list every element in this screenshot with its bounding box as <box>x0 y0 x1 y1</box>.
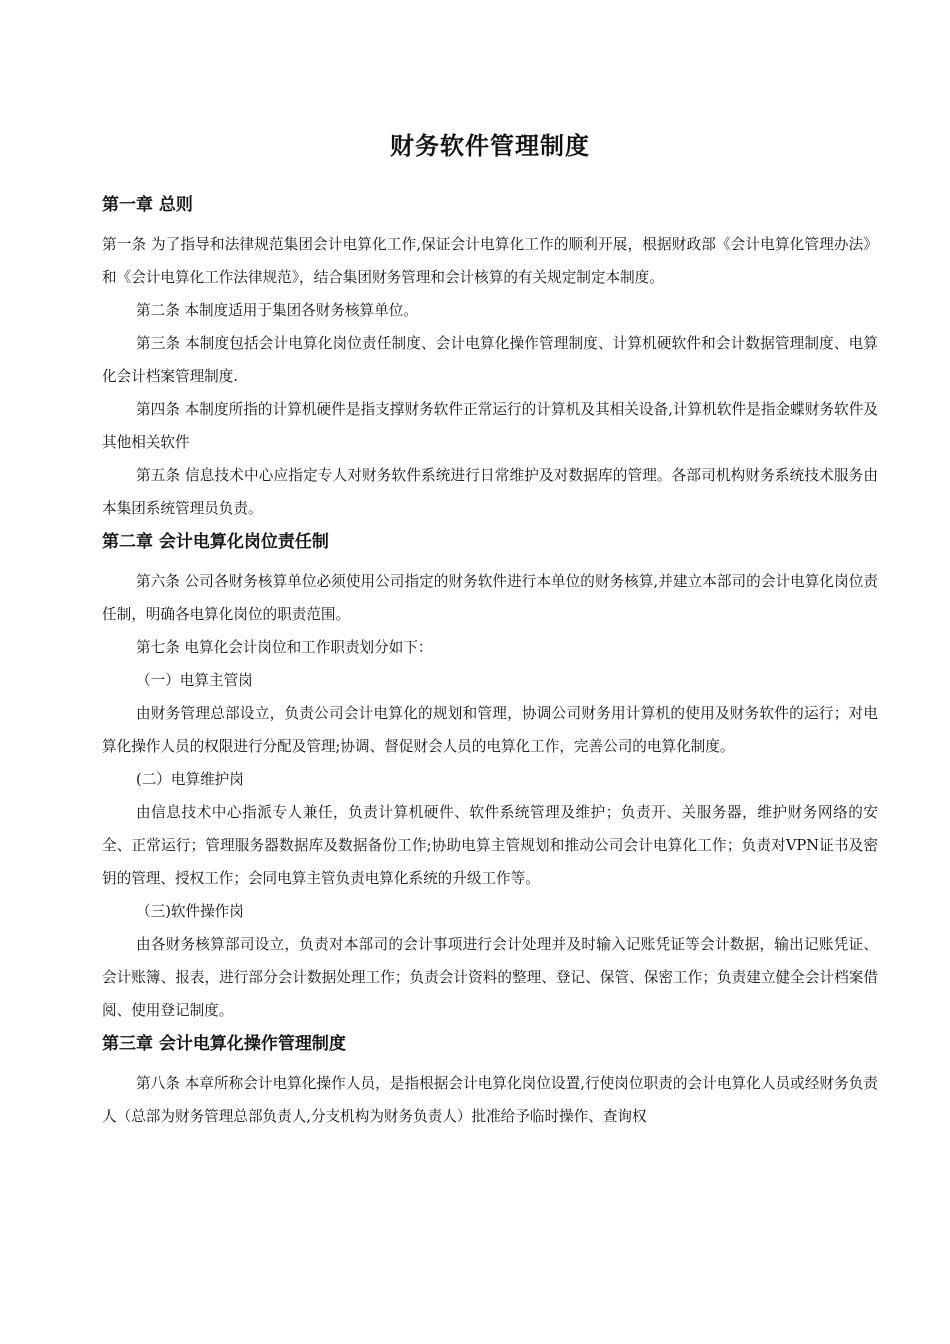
article-1: 第一条 为了指导和法律规范集团会计电算化工作,保证会计电算化工作的顺利开展，根据财政部《会计电算化管理办法》和《会计电算化工作法律规范》，结合集团财务管理和会计核算的有关规定制定本制度。 <box>102 236 878 286</box>
article-4: 第四条 本制度所指的计算机硬件是指支撑财务软件正常运行的计算机及其相关设备,计算机软件是指金蝶财务软件及其他相关软件 <box>102 401 878 451</box>
section-3-body: 由各财务核算部司设立，负责对本部司的会计事项进行会计处理并及时输入记账凭证等会计数据，输出记账凭证、会计账簿、报表，进行部分会计数据处理工作；负责会计资料的整理、登记、保管、保密工作；负责建立健全会计档案借阅、使用登记制度。 <box>102 936 878 1019</box>
chapter-3-heading: 第三章 会计电算化操作管理制度 <box>102 1034 346 1054</box>
section-3-title: （三)软件操作岗 <box>136 903 244 920</box>
section-2-title: (二）电算维护岗 <box>136 771 244 788</box>
article-5: 第五条 信息技术中心应指定专人对财务软件系统进行日常维护及对数据库的管理。各部司机构财务系统技术服务由本集团系统管理员负责。 <box>102 467 878 517</box>
chapter-2-heading: 第二章 会计电算化岗位责任制 <box>102 532 329 552</box>
article-6: 第六条 公司各财务核算单位必须使用公司指定的财务软件进行本单位的财务核算,并建立本部司的会计电算化岗位责任制，明确各电算化岗位的职责范围。 <box>102 573 878 623</box>
section-1-title: （一）电算主管岗 <box>136 672 253 689</box>
article-3: 第三条 本制度包括会计电算化岗位责任制度、会计电算化操作管理制度、计算机硬软件和会计数据管理制度、电算化会计档案管理制度. <box>102 335 878 385</box>
article-8: 第八条 本章所称会计电算化操作人员，是指根据会计电算化岗位设置,行使岗位职责的会计电算化人员或经财务负责人（总部为财务管理总部负责人,分支机构为财务负责人）批准给予临时操作、查询权 <box>102 1075 878 1125</box>
article-7: 第七条 电算化会计岗位和工作职责划分如下： <box>136 639 433 656</box>
chapter-1-heading: 第一章 总则 <box>102 195 193 215</box>
article-2: 第二条 本制度适用于集团各财务核算单位。 <box>136 302 418 319</box>
section-1-body: 由财务管理总部设立，负责公司会计电算化的规划和管理，协调公司财务用计算机的使用及财务软件的运行；对电算化操作人员的权限进行分配及管理;协调、督促财会人员的电算化工作，完善公司的电算化制度。 <box>102 705 878 755</box>
section-2-body: 由信息技术中心指派专人兼任，负责计算机硬件、软件系统管理及维护；负责开、关服务器，维护财务网络的安全、正常运行；管理服务器数据库及数据备份工作;协助电算主管规划和推动公司会计电算化工作；负责对VPN证书及密钥的管理、授权工作；会同电算主管负责电算化系统的升级工作等。 <box>102 804 878 887</box>
document-title: 财务软件管理制度 <box>390 132 590 160</box>
